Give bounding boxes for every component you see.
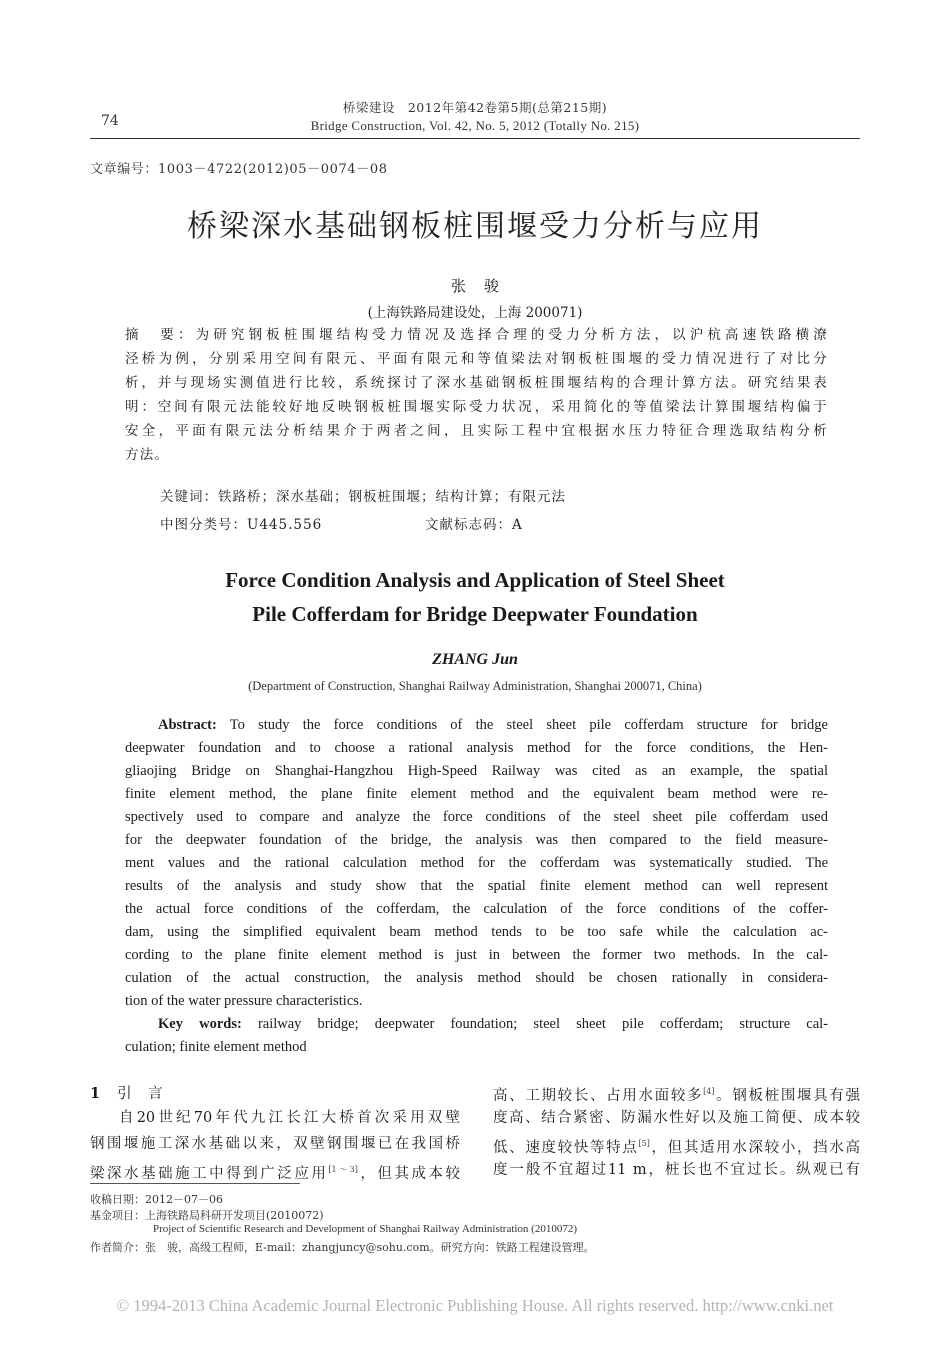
affiliation-cn: (上海铁路局建设处，上海 200071) bbox=[367, 305, 583, 321]
keywords-en-line: culation; finite element method bbox=[125, 1039, 307, 1055]
abstract-cn-line: 安全，平面有限元法分析结果介于两者之间，且实际工程中宜根据水压力特征合理选取结构分析 bbox=[125, 423, 828, 439]
abstract-en-line: ment values and the rational calculation method for the cofferdam was systematically studied. The bbox=[125, 855, 828, 871]
abstract-en-line: gliaojing Bridge on Shanghai-Hangzhou High-Speed Railway was cited as an example, the spatial bbox=[125, 763, 828, 779]
keywords-cn-label: 关键词： bbox=[160, 489, 218, 505]
section-heading: 1 引 言 bbox=[90, 1085, 164, 1102]
citation-ref[interactable]: [5] bbox=[638, 1139, 650, 1148]
body-line: 梁深水基础施工中得到广泛应用[1～3]，但其成本较 bbox=[90, 1165, 461, 1182]
title-en-line: Force Condition Analysis and Application of Steel Sheet bbox=[225, 568, 725, 592]
body-line: 高、工期较长、占用水面较多[4]。钢板桩围堰具有强 bbox=[493, 1087, 861, 1104]
abstract-en-line: the actual force conditions of the cofferdam, the calculation of the force conditions of the coffer- bbox=[125, 901, 828, 917]
header-rule bbox=[90, 138, 860, 139]
body-line: 度一般不宜超过11 m，桩长也不宜过长。纵观已有 bbox=[493, 1162, 860, 1178]
author-en: ZHANG Jun bbox=[432, 651, 518, 668]
abstract-en-line: spectively used to compare and analyze the force conditions of the steel sheet pile cofferdam used bbox=[125, 809, 828, 825]
abstract-en-line: culation of the actual construction, the analysis method should be chosen rationally in considera- bbox=[125, 970, 828, 986]
keywords-en-line: Key words: railway bridge; deepwater foundation; steel sheet pile cofferdam; structure cal- bbox=[125, 1013, 828, 1036]
abstract-en-line: deepwater foundation and to choose a rational analysis method for the force conditions, the Hen- bbox=[125, 740, 828, 756]
keywords-en-label: Key words: bbox=[158, 1016, 242, 1032]
abstract-en-line: dam, using the simplified equivalent beam method tends to be too safe while the calculation ac- bbox=[125, 924, 828, 940]
abstract-en-line: results of the analysis and study show that the spatial finite element method can well represent bbox=[125, 878, 828, 894]
footnote-received: 收稿日期：2012－07－06 bbox=[90, 1193, 223, 1206]
abstract-en-line: tion of the water pressure characteristics. bbox=[125, 993, 363, 1009]
footnote-fund: 基金项目：上海铁路局科研开发项目(2010072) bbox=[90, 1209, 324, 1222]
abstract-cn-line: 方法。 bbox=[125, 447, 170, 463]
clc-number: 中图分类号：U445.556 bbox=[160, 517, 323, 533]
body-line: 低、速度较快等特点[5]，但其适用水深较小，挡水高 bbox=[493, 1139, 861, 1156]
abstract-en-line: cording to the plane finite element method is just in between the former two methods. In the cal- bbox=[125, 947, 828, 963]
abstract-cn-label: 摘 要： bbox=[125, 327, 196, 343]
affiliation-en: (Department of Construction, Shanghai Railway Administration, Shanghai 200071, China) bbox=[248, 679, 702, 693]
page-number: 74 bbox=[101, 113, 119, 129]
title-cn: 桥梁深水基础钢板桩围堰受力分析与应用 bbox=[187, 209, 763, 244]
body-line: 钢围堰施工深水基础以来，双壁钢围堰已在我国桥 bbox=[90, 1136, 460, 1152]
body-line: 自20世纪70年代九江长江大桥首次采用双壁 bbox=[119, 1110, 460, 1126]
body-line: 度高、结合紧密、防漏水性好以及施工简便、成本较 bbox=[493, 1110, 860, 1126]
title-en-line: Pile Cofferdam for Bridge Deepwater Foundation bbox=[252, 602, 698, 626]
footnote-fund-en: Project of Scientific Research and Development of Shanghai Railway Administration (2010072) bbox=[153, 1223, 578, 1235]
abstract-cn-line: 泾桥为例，分别采用空间有限元、平面有限元和等值梁法对钢板桩围堰的受力情况进行了对比分 bbox=[125, 351, 828, 367]
article-number: 文章编号：1003－4722(2012)05－0074－08 bbox=[90, 162, 388, 177]
abstract-en-label: Abstract: bbox=[158, 717, 217, 733]
author-cn: 张骏 bbox=[450, 277, 517, 295]
citation-ref[interactable]: [1～3] bbox=[328, 1165, 358, 1174]
abstract-cn-line: 摘 要：为研究钢板桩围堰结构受力情况及选择合理的受力分析方法，以沪杭高速铁路横潦 bbox=[125, 327, 828, 343]
copyright-watermark: © 1994-2013 China Academic Journal Electronic Publishing House. All rights reserved. http://www.cnki.net bbox=[116, 1296, 834, 1315]
keywords-cn-text: 铁路桥；深水基础；钢板桩围堰；结构计算；有限元法 bbox=[218, 489, 566, 505]
journal-header-cn: 桥梁建设 2012年第42卷第5期(总第215期) bbox=[342, 100, 608, 115]
footnote-rule bbox=[90, 1183, 300, 1184]
abstract-en-line: for the deepwater foundation of the bridge, the analysis was then compared to the field measure- bbox=[125, 832, 828, 848]
abstract-en-line: finite element method, the plane finite element method and the equivalent beam method were re- bbox=[125, 786, 828, 802]
journal-header-en: Bridge Construction, Vol. 42, No. 5, 2012 (Totally No. 215) bbox=[310, 118, 640, 133]
abstract-en-line: Abstract: To study the force conditions of the steel sheet pile cofferdam structure for bridge bbox=[125, 714, 828, 737]
keywords-cn bbox=[160, 485, 566, 505]
abstract-cn-line: 明：空间有限元法能较好地反映钢板桩围堰实际受力状况，采用简化的等值梁法计算围堰结构偏于 bbox=[125, 399, 828, 415]
citation-ref[interactable]: [4] bbox=[703, 1087, 715, 1096]
abstract-cn-line: 析，并与现场实测值进行比较，系统探讨了深水基础钢板桩围堰结构的合理计算方法。研究结果表 bbox=[125, 375, 828, 391]
document-code: 文献标志码：A bbox=[425, 517, 523, 533]
footnote-bio: 作者简介：张 骏，高级工程师，E-mail：zhangjuncy@sohu.com。研究方向：铁路工程建设管理。 bbox=[90, 1241, 595, 1254]
